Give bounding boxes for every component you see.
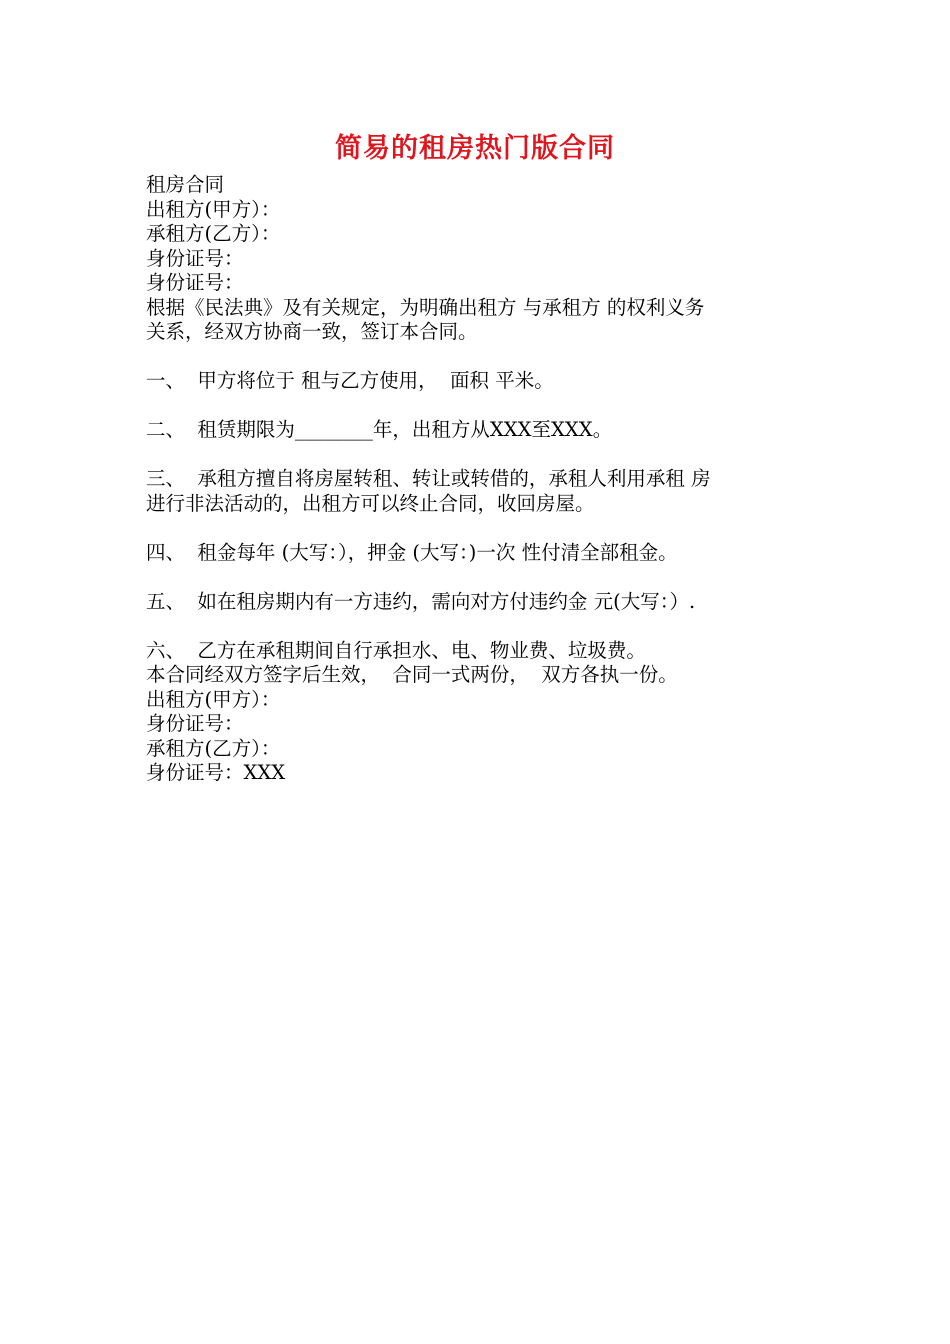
paragraph-spacer [146,565,826,590]
clause-6: 六、 乙方在承租期间自行承担水、电、物业费、垃圾费。 [146,638,646,662]
id-number-field: 身份证号： [146,246,244,270]
paragraph-spacer [146,614,826,639]
signature-lessee: 承租方(乙方）： [146,736,281,760]
clause-3-continued: 进行非法活动的，出租方可以终止合同，收回房屋。 [146,491,595,515]
document-body [146,173,826,786]
paragraph-spacer [146,394,826,419]
clause-4: 四、 租金每年 (大写：），押金 (大写：)一次 性付清全部租金。 [146,540,678,564]
paragraph-spacer [146,516,826,541]
lessee-field: 承租方(乙方）： [146,222,281,245]
preamble-line: 关系，经双方协商一致，签订本合同。 [146,320,478,343]
signature-lessee-id: 身份证号：XXX [146,761,286,784]
clause-3: 三、 承租方擅自将房屋转租、转让或转借的，承租人利用承租 房 [146,467,711,490]
clause-2: 二、 租赁期限为________年，出租方从XXX至XXX。 [146,418,613,441]
id-number-field: 身份证号： [146,271,244,294]
effectiveness-statement: 本合同经双方签字后生效， 合同一式两份， 双方各执一份。 [146,663,678,686]
signature-lessor: 出租方(甲方）： [146,687,281,711]
paragraph-spacer [146,345,826,370]
clause-1: 一、 甲方将位于 租与乙方使用， 面积 平米。 [146,369,554,392]
paragraph-spacer [146,443,826,468]
contract-heading: 租房合同 [146,173,225,196]
document-title: 简易的租房热门版合同 [335,133,615,164]
clause-5: 五、 如在租房期内有一方违约，需向对方付违约金 元(大写：）. [146,589,696,613]
preamble-line: 根据《民法典》及有关规定，为明确出租方 与承租方 的权利义务 [146,295,705,319]
signature-lessor-id: 身份证号： [146,712,244,735]
lessor-field: 出租方(甲方）： [146,197,281,221]
